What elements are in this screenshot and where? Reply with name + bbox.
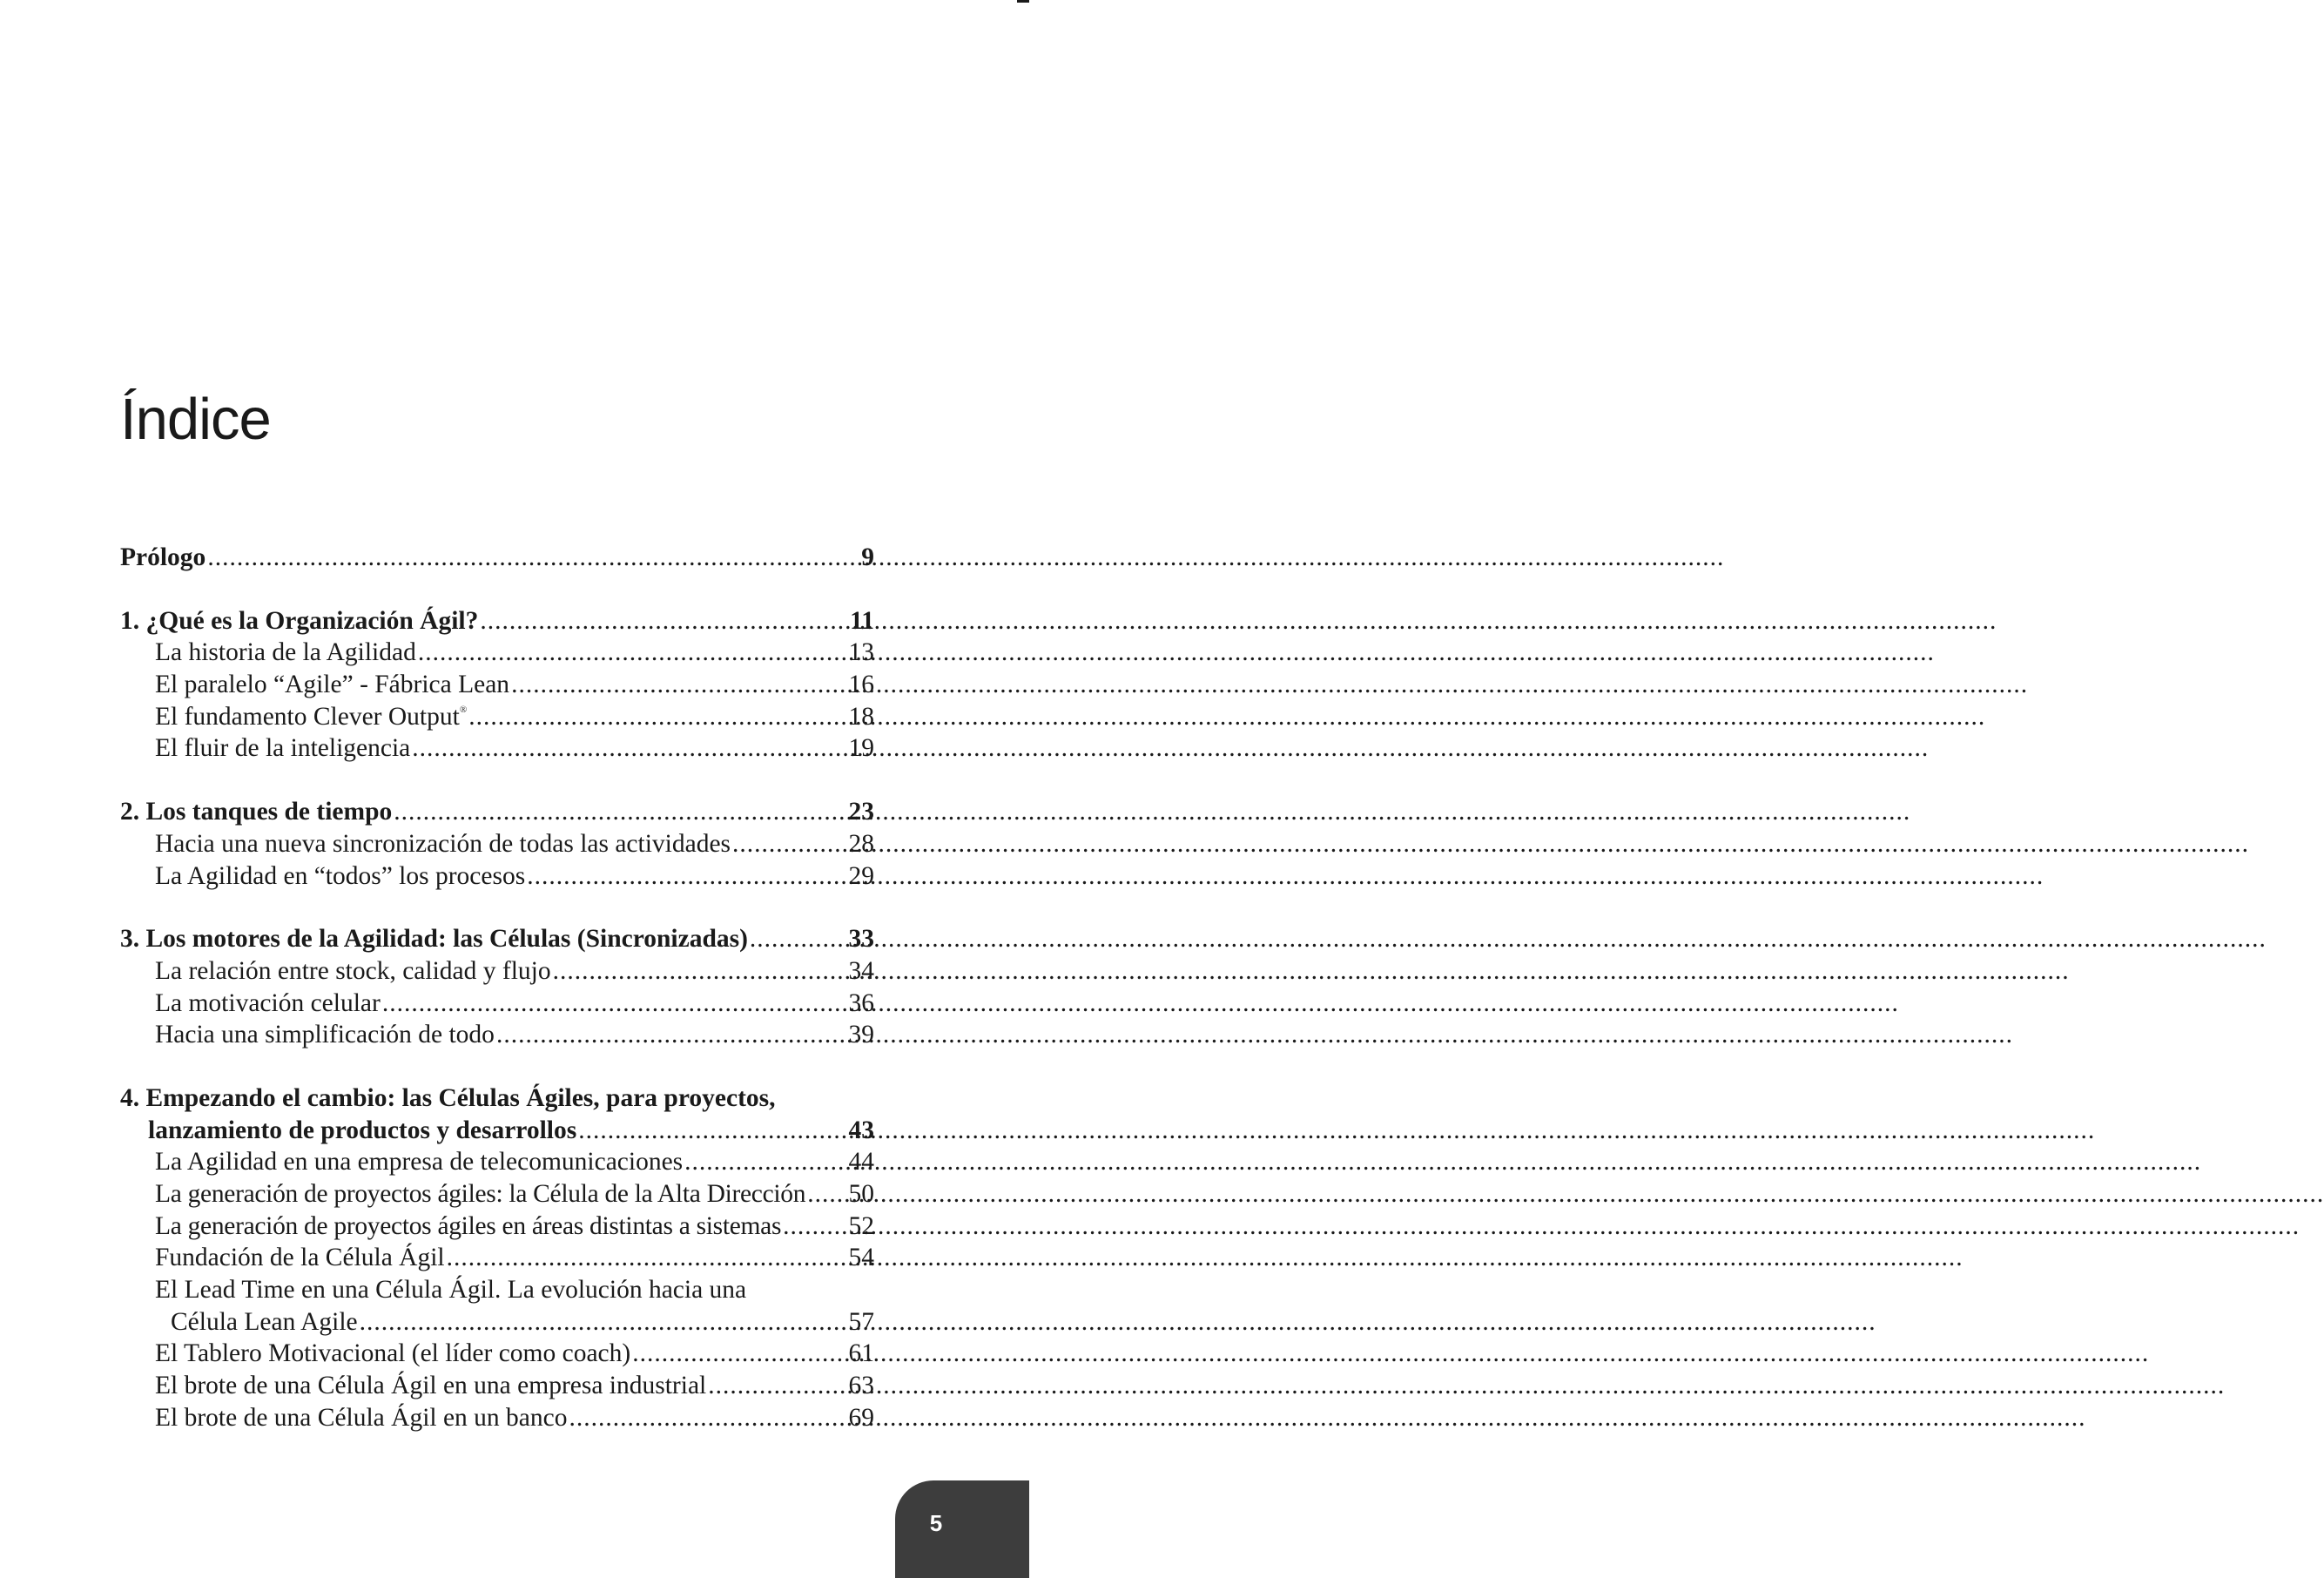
book-page (0, 0, 1029, 1578)
toc-chapter-label: lanzamiento de productos y desarrollos (148, 1116, 577, 1144)
toc-page-number: 9 (861, 543, 874, 571)
dot-leader (569, 1402, 847, 1434)
toc-page-number: 61 (848, 1339, 874, 1368)
toc-section (120, 1370, 874, 1402)
toc-page-number: 54 (848, 1244, 874, 1272)
dot-leader (684, 1146, 846, 1178)
toc-section-label: La Agilidad en una empresa de telecomunicaciones (155, 1148, 684, 1177)
toc-section-label: Hacia una simplificación de todo (155, 1021, 495, 1049)
toc-page-number: 23 (848, 798, 874, 826)
toc-chapter-2 (120, 796, 874, 828)
toc-page-number: 52 (848, 1211, 874, 1240)
toc-chapter-label: 1. ¿Qué es la Organización Ágil? (120, 606, 479, 635)
dot-leader (412, 732, 846, 765)
toc-page-number: 39 (848, 1021, 874, 1049)
toc-page-number: 33 (848, 925, 874, 954)
toc-section-continued (120, 1306, 874, 1339)
toc-section-label: La historia de la Agilidad (155, 638, 416, 667)
toc-chapter-label: 2. Los tanques de tiempo (120, 798, 393, 826)
toc-page-number: 69 (848, 1403, 874, 1432)
toc-page-number: 29 (848, 861, 874, 890)
toc-entry-prologo (120, 542, 874, 574)
toc-page-number: 36 (848, 988, 874, 1017)
toc-section-label: Hacia una nueva sincronización de todas las actividades (155, 829, 731, 858)
dot-leader (732, 828, 846, 860)
toc-section (120, 1178, 874, 1210)
toc-section-label: Fundación de la Célula Ágil (155, 1244, 445, 1272)
toc-section-label: Célula Lean Agile (171, 1307, 358, 1336)
toc-section (120, 1274, 874, 1306)
dot-leader (418, 637, 847, 669)
toc-section (120, 701, 874, 733)
toc-section-text: El fundamento Clever Output (155, 702, 460, 731)
toc-page-number: 44 (848, 1148, 874, 1177)
page-number: 5 (929, 1510, 943, 1536)
toc-chapter-4 (120, 1082, 874, 1115)
page-number-tab (895, 1480, 1029, 1578)
dot-leader (632, 1338, 846, 1370)
toc-chapter-label: 4. Empezando el cambio: las Células Ágiles, para proyectos, (120, 1083, 776, 1112)
toc-section (120, 828, 874, 860)
toc-section-label: El fluir de la inteligencia (155, 734, 411, 763)
dot-leader (382, 988, 847, 1020)
toc-chapter-4-continued (120, 1115, 874, 1147)
toc-page-number: 34 (848, 956, 874, 985)
toc-section-label: La generación de proyectos ágiles en áreas distintas a sistemas (155, 1211, 782, 1240)
toc-section (120, 732, 874, 765)
toc-page-number: 50 (848, 1180, 874, 1208)
toc-section (120, 1210, 874, 1243)
dot-leader (708, 1370, 846, 1402)
corner-crop-mark (1017, 0, 1029, 3)
dot-leader (578, 1115, 846, 1147)
toc-page-number: 63 (848, 1372, 874, 1400)
toc-section-label (155, 701, 467, 733)
toc-section (120, 1338, 874, 1370)
toc-section (120, 955, 874, 988)
dot-leader (480, 605, 848, 637)
dot-leader (807, 1178, 846, 1210)
toc-section-label: La relación entre stock, calidad y flujo (155, 956, 551, 985)
toc-section-label: El Tablero Motivacional (el líder como coach) (155, 1339, 631, 1368)
toc-section-label: La generación de proyectos ágiles: la Célula de la Alta Dirección (155, 1180, 806, 1208)
dot-leader (750, 923, 847, 955)
toc-page-number: 16 (848, 671, 874, 699)
dot-leader (468, 701, 846, 733)
toc-chapter-3 (120, 923, 874, 955)
dot-leader (553, 955, 847, 988)
toc-section (120, 1402, 874, 1434)
toc-page-number: 13 (848, 638, 874, 667)
toc-section (120, 988, 874, 1020)
toc-page-number: 11 (850, 606, 874, 635)
toc-page-number: 19 (848, 734, 874, 763)
toc-section (120, 860, 874, 893)
dot-leader (511, 669, 846, 701)
toc-chapter-1 (120, 605, 874, 637)
toc-section-label: El Lead Time en una Célula Ágil. La evolución hacia una (155, 1276, 747, 1305)
toc-section (120, 1146, 874, 1178)
toc-section (120, 669, 874, 701)
toc-section-label: El brote de una Célula Ágil en una empresa industrial (155, 1372, 707, 1400)
dot-leader (447, 1242, 847, 1274)
dot-leader (527, 860, 846, 893)
toc-section (120, 1019, 874, 1051)
toc-section-label: La motivación celular (155, 988, 381, 1017)
toc-page-number: 28 (848, 829, 874, 858)
toc-section-label: El brote de una Célula Ágil en un banco (155, 1403, 568, 1432)
dot-leader (783, 1210, 846, 1243)
toc-section (120, 1242, 874, 1274)
dot-leader (394, 796, 846, 828)
toc-chapter-label: 3. Los motores de la Agilidad: las Células (Sincronizadas) (120, 925, 748, 954)
dot-leader (360, 1306, 847, 1339)
toc-page-number: 57 (848, 1307, 874, 1336)
toc-entry-label: Prólogo (120, 543, 206, 571)
page-title: Índice (120, 387, 271, 452)
toc-section (120, 637, 874, 669)
toc-page-number: 43 (848, 1116, 874, 1144)
toc-section-label: El paralelo “Agile” - Fábrica Lean (155, 671, 510, 699)
dot-leader (496, 1019, 847, 1051)
registered-mark: ® (459, 704, 468, 715)
toc-page-number: 18 (848, 702, 874, 731)
table-of-contents (120, 542, 874, 1434)
toc-section-label: La Agilidad en “todos” los procesos (155, 861, 526, 890)
dot-leader (207, 542, 859, 574)
